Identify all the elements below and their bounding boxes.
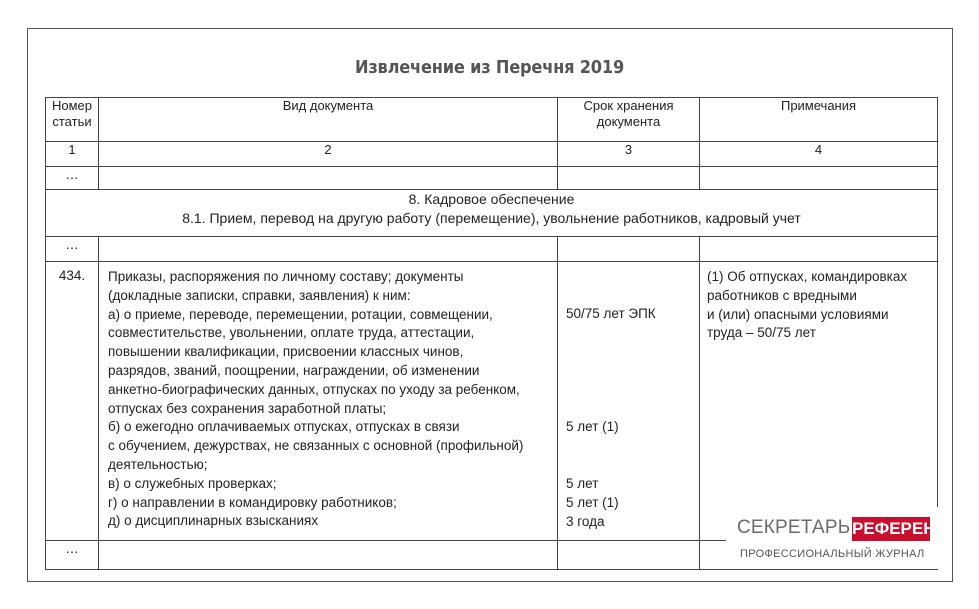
document-type-line: отпусках без сохранения заработной платы; [108, 400, 387, 416]
ellipsis-marker: … [46, 541, 99, 570]
logo-wordmark-referent: РЕФЕРЕНТ [852, 517, 930, 541]
column-number: 1 [46, 142, 99, 167]
document-type-line: в) о служебных проверках; [108, 475, 277, 491]
note-line: работников с вредными [707, 287, 857, 303]
document-type-line: повышении квалификации, присвоении классных чинов, [108, 344, 464, 360]
notes-cell [700, 262, 938, 541]
header-notes: Примечания [700, 98, 938, 142]
section-heading-cell [46, 190, 938, 237]
page-title: Извлечение из Перечня 2019 [354, 57, 625, 78]
document-type-line: Приказы, распоряжения по личному составу; документы [108, 269, 464, 284]
document-type-line: разрядов, званий, поощрении, награждении, об изменении [108, 362, 480, 378]
header-retention-period: Срок хранения документа [558, 98, 700, 142]
column-number: 3 [558, 142, 700, 167]
header-document-type: Вид документа [99, 98, 558, 142]
section-subheading: 8.1. Прием, перевод на другую работу (перемещение), увольнение работников, кадровый учет [182, 210, 801, 226]
article-number: 434. [46, 262, 99, 541]
retention-period-v: 5 лет [566, 476, 599, 491]
retention-period-g: 5 лет (1) [566, 495, 619, 510]
section-heading: 8. Кадровое обеспечение [408, 191, 575, 207]
note-line: труда – 50/75 лет [707, 325, 816, 341]
logo-subtitle: ПРОФЕССИОНАЛЬНЫЙ ЖУРНАЛ [740, 548, 925, 560]
document-type-line: г) о направлении в командировку работников; [108, 494, 397, 510]
table-row [46, 262, 938, 541]
column-number: 4 [700, 142, 938, 167]
ellipsis-marker: … [46, 237, 99, 262]
document-type-line: анкетно-биографических данных, отпусках по уходу за ребенком, [108, 381, 520, 397]
document-type-line: с обучением, дежурствах, не связанных с основной (профильной) [108, 438, 524, 454]
table-header-row [46, 98, 938, 142]
retention-period-b: 5 лет (1) [566, 419, 619, 434]
logo-wordmark-secretary: СЕКРЕТАРЬ [737, 517, 851, 538]
header-article-number: Номер статьи [46, 98, 99, 142]
column-number-row [46, 142, 938, 167]
document-type-line: б) о ежегодно оплачиваемых отпусках, отпусках в связи [108, 419, 460, 435]
retention-period-cell [558, 262, 700, 541]
retention-period-a: 50/75 лет ЭПК [566, 306, 656, 321]
archive-list-table [45, 97, 938, 570]
document-type-line: деятельностью; [108, 456, 208, 472]
retention-period-d: 3 года [566, 514, 605, 529]
document-type-line: д) о дисциплинарных взысканиях [108, 513, 319, 529]
column-number: 2 [99, 142, 558, 167]
section-row [46, 190, 938, 237]
ellipsis-marker: … [46, 167, 99, 190]
note-line: и (или) опасными условиями [707, 306, 889, 322]
document-type-cell [99, 262, 558, 541]
ellipsis-row [46, 167, 938, 190]
ellipsis-row [46, 237, 938, 262]
document-type-line: а) о приеме, переводе, перемещении, ротации, совмещении, [108, 306, 493, 322]
document-type-line: совместительстве, увольнении, оплате труда, аттестации, [108, 325, 475, 341]
document-type-line: (докладные записки, справки, заявления) к ним: [108, 287, 411, 303]
note-line: (1) Об отпусках, командировках [707, 269, 908, 284]
